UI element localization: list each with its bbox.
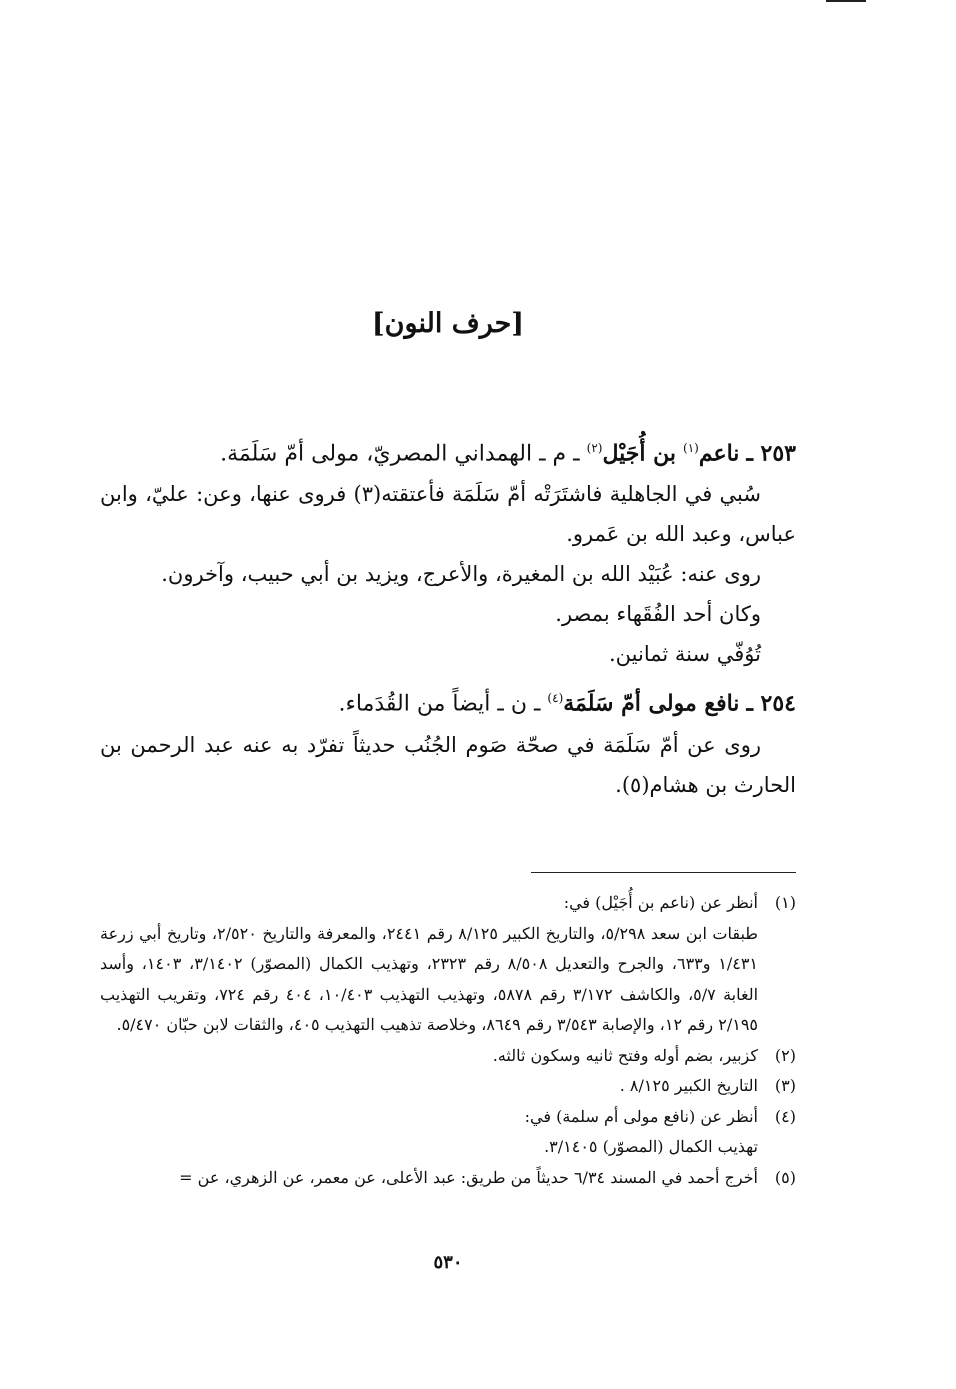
footnote-ref: (١) — [683, 441, 699, 455]
footnote-mark: (٤) — [774, 1106, 796, 1126]
footnote-line: أخرج أحمد في المسند ٦/٣٤ حديثاً من طريق: عبد الأعلى، عن معمر، عن الزهري، عن = — [179, 1167, 758, 1187]
chapter-title: [حرف النون] — [371, 308, 525, 339]
entry-paragraph: روى عن أمّ سَلَمَة في صحّة صَوم الجُنُب حديثاً تفرّد به عنه عبد الرحمن بن الحارث بن هشام(٥). — [100, 732, 796, 797]
footnote-line: أنظر عن (نافع مولى أم سلمة) في: — [524, 1106, 758, 1126]
entry-paragraph: تُوُفّي سنة ثمانين. — [608, 642, 761, 667]
footnote-body — [100, 1163, 758, 1194]
entry-253 — [100, 428, 796, 674]
page — [100, 0, 796, 1389]
entries — [100, 428, 796, 805]
footnote-4 — [100, 1102, 796, 1163]
entry-heading — [100, 428, 796, 474]
entry-name: ناعم — [698, 440, 740, 467]
entry-heading — [100, 678, 796, 724]
footnote-line: التاريخ الكبير ٨/١٢٥ . — [619, 1076, 758, 1095]
footnote-body — [100, 888, 758, 1041]
footnote-divider — [531, 872, 796, 873]
footnote-1 — [100, 888, 796, 1041]
entry-paragraph: سُبي في الجاهلية فاشتَرَتْه أمّ سَلَمَة فأعتقته(٣) فروى عنها، وعن: عليّ، وابن عباس، وعبد الله بن عَمرو. — [100, 482, 796, 547]
entry-number: ٢٥٤ ـ — [746, 690, 796, 717]
entry-254 — [100, 678, 796, 804]
entry-description: ـ م ـ الهمداني المصريّ، مولى أمّ سَلَمَة. — [220, 441, 580, 467]
footnote-mark: (٣) — [774, 1076, 796, 1095]
entry-name: نافع مولى أمّ سَلَمَة — [563, 690, 740, 717]
entry-paragraph: وكان أحد الفُقَهاء بمصر. — [555, 602, 761, 627]
footnote-body — [100, 1041, 758, 1072]
footnote-ref: (٢) — [586, 441, 603, 455]
footnote-line: أنظر عن (ناعم بن أُجَيْل) في: — [563, 893, 758, 912]
footnotes — [100, 888, 796, 1193]
footnote-body — [100, 1102, 758, 1163]
page-edge-mark — [826, 0, 866, 2]
footnote-body — [100, 1071, 758, 1102]
footnote-5 — [100, 1163, 796, 1194]
entry-description: ـ ن ـ أيضاً من القُدَماء. — [338, 691, 541, 717]
entry-number: ٢٥٣ ـ — [746, 440, 796, 467]
entry-name-continued: بن أُجَيْل — [602, 440, 676, 467]
footnote-ref: (٤) — [547, 691, 564, 706]
footnote-line: كزبير، بضم أوله وفتح ثانيه وسكون ثالثه. — [492, 1045, 758, 1065]
footnote-3 — [100, 1071, 796, 1102]
page-number: ٥٣٠ — [433, 1252, 463, 1273]
entry-paragraph: روى عنه: عُبَيْد الله بن المغيرة، والأعرج، ويزيد بن أبي حبيب، وآخرون. — [161, 562, 761, 587]
footnote-line: تهذيب الكمال (المصوّر) ٣/١٤٠٥. — [544, 1137, 758, 1156]
footnote-mark: (٢) — [774, 1045, 796, 1065]
footnote-mark: (١) — [774, 893, 796, 912]
footnote-2 — [100, 1041, 796, 1072]
footnote-mark: (٥) — [774, 1167, 796, 1187]
footnote-line: طبقات ابن سعد ٥/٢٩٨، والتاريخ الكبير ٨/١٢٥ رقم ٢٤٤١، والمعرفة والتاريخ ٢/٥٢٠، وتاريخ أبي زرعة ١/٤٣١ و٦٣٣، والجرح والتعديل ٨/٥٠٨ رقم ٢٣٢٣، وتهذيب الكمال (المصوّر) ٣/١٤٠٢، ١٤٠٣، وأسد الغابة ٥/٧، والكاشف ٣/١٧٢ رقم ٥٨٧٨، وتهذيب التهذيب ١٠/٤٠٣، ٤٠٤ رقم ٧٢٤، وتقريب التهذيب ٢/١٩٥ رقم ١٢، والإصابة ٣/٥٤٣ رقم ٨٦٤٩، وخلاصة تذهيب التهذيب ٤٠٥، والثقات لابن حبّان ٥/٤٧٠. — [100, 923, 759, 1034]
